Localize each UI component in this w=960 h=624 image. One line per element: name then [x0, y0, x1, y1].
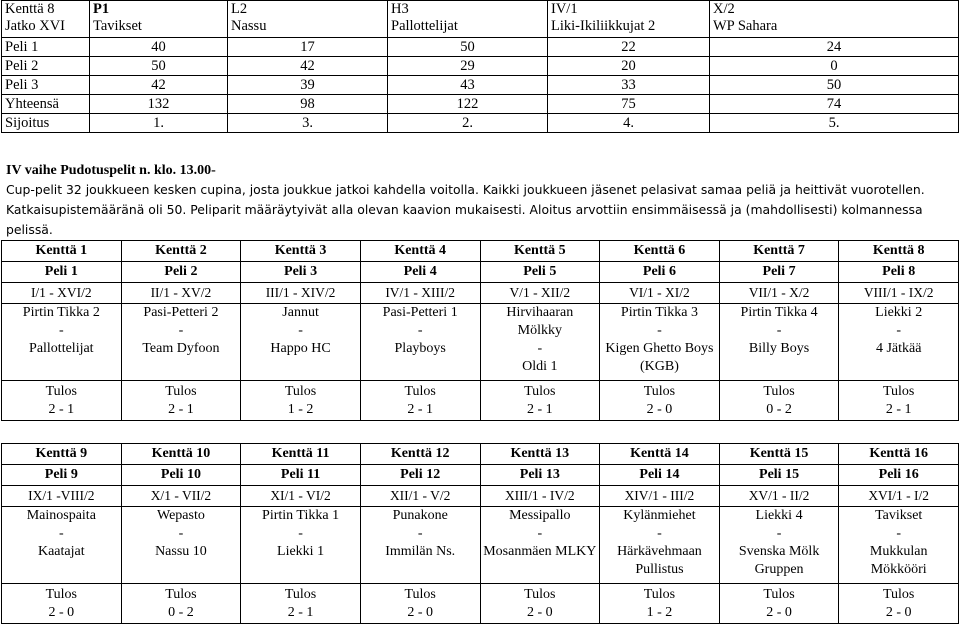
result-label: Tulos	[882, 587, 915, 602]
game-cell: Peli 10	[121, 465, 241, 486]
result-cell	[2, 381, 122, 421]
pairing-cell: XII/1 - V/2	[360, 486, 480, 507]
score-cell: 98	[228, 95, 388, 114]
score-cell: 75	[548, 95, 710, 114]
stage-title: IV vaihe Pudotuspelit n. klo. 13.00-	[6, 163, 216, 178]
result-label: Tulos	[524, 384, 556, 399]
result-score: 2 - 1	[407, 402, 434, 417]
team-away: Oldi 1	[522, 359, 558, 374]
result-score: 2 - 0	[885, 605, 912, 620]
result-score: 2 - 1	[885, 402, 912, 417]
pairing-cell: IV/1 - XIII/2	[360, 283, 480, 304]
score-cell: 5.	[710, 114, 959, 133]
result-label: Tulos	[284, 587, 317, 602]
field-cell: Kenttä 7	[719, 241, 839, 262]
field-cell: Kenttä 9	[2, 444, 122, 465]
result-score: 2 - 1	[48, 402, 75, 417]
result-cell	[719, 584, 839, 624]
team-home: Kylänmiehet	[623, 508, 696, 523]
field-cell: Kenttä 12	[360, 444, 480, 465]
result-score: 1 - 2	[646, 605, 673, 620]
game-row	[2, 262, 959, 283]
score-cell: 22	[548, 38, 710, 57]
results-header-row	[2, 1, 959, 38]
bracket-round-1	[1, 240, 959, 421]
header-cell-field: Kenttä 8 Jatko XVI	[2, 1, 90, 38]
result-cell	[600, 584, 720, 624]
team-separator: -	[178, 323, 184, 338]
teams-cell	[839, 507, 959, 584]
team-away: Playboys	[394, 341, 446, 356]
team-separator: -	[298, 526, 303, 541]
pairing-cell: VI/1 - XI/2	[600, 283, 720, 304]
score-cell: 17	[228, 38, 388, 57]
score-cell: 40	[90, 38, 228, 57]
pairing-cell: X/1 - VII/2	[121, 486, 241, 507]
teams-row	[2, 507, 959, 584]
team-home: Hirvihaaran Mölkky	[506, 305, 574, 338]
pairing-cell: II/1 - XV/2	[121, 283, 241, 304]
team-home: Jannut	[282, 305, 319, 320]
score-cell: 33	[548, 76, 710, 95]
teams-cell	[600, 304, 720, 381]
result-cell	[121, 584, 241, 624]
score-cell: 4.	[548, 114, 710, 133]
result-score: 2 - 0	[646, 402, 673, 417]
teams-cell	[241, 507, 361, 584]
result-score: 1 - 2	[287, 402, 314, 417]
score-cell: 3.	[228, 114, 388, 133]
team-home: Punakone	[392, 508, 448, 523]
team-away: Nassu 10	[155, 544, 207, 559]
team-home: Wepasto	[157, 508, 205, 523]
game-cell: Peli 2	[121, 262, 241, 283]
row-label: Peli 3	[2, 76, 90, 95]
game-cell: Peli 3	[241, 262, 361, 283]
pairing-cell: VIII/1 - IX/2	[839, 283, 959, 304]
field-row	[2, 241, 959, 262]
result-label: Tulos	[643, 384, 676, 399]
score-cell: 1.	[90, 114, 228, 133]
team-away: Billy Boys	[748, 341, 810, 356]
result-score: 2 - 1	[287, 605, 314, 620]
game-cell: Peli 4	[360, 262, 480, 283]
score-cell: 42	[90, 76, 228, 95]
teams-cell	[600, 507, 720, 584]
game-cell: Peli 6	[600, 262, 720, 283]
team-away: Kigen Ghetto Boys (KGB)	[605, 341, 714, 374]
score-cell: 50	[710, 76, 959, 95]
team-separator: -	[776, 323, 782, 338]
field-cell: Kenttä 16	[839, 444, 959, 465]
game-cell: Peli 5	[480, 262, 600, 283]
result-score: 0 - 2	[168, 605, 194, 620]
teams-cell	[121, 304, 241, 381]
result-label: Tulos	[404, 587, 436, 602]
teams-cell	[480, 304, 600, 381]
game-row	[2, 465, 959, 486]
team-away: Happo HC	[270, 341, 331, 356]
field-cell: Kenttä 8	[839, 241, 959, 262]
header-cell-team-x2: X/2 WP Sahara	[710, 1, 959, 38]
team-separator: -	[896, 526, 902, 541]
team-home: Liekki 2	[875, 305, 923, 320]
pairing-row	[2, 486, 959, 507]
row-label: Peli 1	[2, 38, 90, 57]
game-cell: Peli 15	[719, 465, 839, 486]
results-table	[1, 0, 959, 133]
pairing-cell: XIII/1 - IV/2	[480, 486, 600, 507]
teams-cell	[241, 304, 361, 381]
team-home: Pirtin Tikka 1	[262, 508, 340, 523]
field-cell: Kenttä 10	[121, 444, 241, 465]
team-separator: -	[417, 323, 423, 338]
team-separator: -	[537, 526, 543, 541]
result-cell	[839, 381, 959, 421]
score-cell: 122	[388, 95, 548, 114]
result-label: Tulos	[45, 384, 78, 399]
result-cell	[360, 381, 480, 421]
field-cell: Kenttä 13	[480, 444, 600, 465]
result-cell	[480, 584, 600, 624]
teams-cell	[360, 507, 480, 584]
game-cell: Peli 16	[839, 465, 959, 486]
pairing-cell: XV/1 - II/2	[719, 486, 839, 507]
teams-row	[2, 304, 959, 381]
result-cell	[719, 381, 839, 421]
team-home: Tavikset	[875, 508, 923, 523]
result-cell	[360, 584, 480, 624]
pairing-cell: V/1 - XII/2	[480, 283, 600, 304]
team-separator: -	[417, 526, 423, 541]
team-away: Mukkulan Mökkööri	[869, 544, 928, 577]
team-away: Härkävehmaan Pullistus	[617, 544, 702, 577]
field-cell: Kenttä 14	[600, 444, 720, 465]
game-cell: Peli 14	[600, 465, 720, 486]
game-cell: Peli 7	[719, 262, 839, 283]
team-separator: -	[776, 526, 782, 541]
result-cell	[600, 381, 720, 421]
team-away: Liekki 1	[277, 544, 325, 559]
team-home: Pirtin Tikka 4	[740, 305, 818, 320]
header-cell-team-iv1: IV/1 Liki-Ikiliikkujat 2	[548, 1, 710, 38]
team-home: Pirtin Tikka 3	[620, 305, 698, 320]
pairing-cell: III/1 - XIV/2	[241, 283, 361, 304]
field-cell: Kenttä 2	[121, 241, 241, 262]
result-cell	[839, 584, 959, 624]
game-cell: Peli 9	[2, 465, 122, 486]
team-home: Pasi-Petteri 2	[143, 305, 219, 320]
game-cell: Peli 11	[241, 465, 361, 486]
team-separator: -	[657, 323, 662, 338]
results-row	[2, 95, 959, 114]
team-home: Pasi-Petteri 1	[382, 305, 458, 320]
pairing-cell: XVI/1 - I/2	[839, 486, 959, 507]
game-cell: Peli 13	[480, 465, 600, 486]
team-away: 4 Jätkää	[875, 341, 922, 356]
score-cell: 42	[228, 57, 388, 76]
result-label: Tulos	[524, 587, 556, 602]
team-home: Mainospaita	[26, 508, 96, 523]
score-cell: 74	[710, 95, 959, 114]
game-cell: Peli 8	[839, 262, 959, 283]
stage-description: Cup-pelit 32 joukkueen kesken cupina, josta joukkue jatkoi kahdella voitolla. Kaikki joukkueen jäsenet pelasivat samaa peliä ja heittivät vuorotellen. Katkaisupistemääränä oli 50. Peliparit määräytyivät alla olevan kaavion mukaisesti. Aloitus arvottiin ensimmäisessä ja (mahdollisesti) kolmannessa pelissä.	[6, 182, 925, 237]
score-cell: 43	[388, 76, 548, 95]
header-cell-team-h3: H3 Pallottelijat	[388, 1, 548, 38]
team-separator: -	[178, 526, 184, 541]
team-away: Pallottelijat	[29, 341, 94, 356]
result-score: 2 - 1	[526, 402, 553, 417]
result-score: 0 - 2	[766, 402, 792, 417]
teams-cell	[719, 304, 839, 381]
team-home: Liekki 4	[755, 508, 803, 523]
row-label: Peli 2	[2, 57, 90, 76]
game-cell: Peli 1	[2, 262, 122, 283]
result-label: Tulos	[643, 587, 676, 602]
header-cell-team-l2: L2 Nassu	[228, 1, 388, 38]
row-label: Sijoitus	[2, 114, 90, 133]
field-cell: Kenttä 4	[360, 241, 480, 262]
score-cell: 2.	[388, 114, 548, 133]
field-row	[2, 444, 959, 465]
result-label: Tulos	[165, 384, 197, 399]
field-cell: Kenttä 3	[241, 241, 361, 262]
result-cell	[2, 584, 122, 624]
score-cell: 50	[388, 38, 548, 57]
teams-cell	[2, 507, 122, 584]
team-home: Pirtin Tikka 2	[22, 305, 100, 320]
score-cell: 29	[388, 57, 548, 76]
result-cell	[241, 584, 361, 624]
teams-cell	[360, 304, 480, 381]
row-label: Yhteensä	[2, 95, 90, 114]
result-cell	[121, 381, 241, 421]
field-cell: Kenttä 5	[480, 241, 600, 262]
teams-cell	[121, 507, 241, 584]
result-score: 2 - 1	[168, 402, 194, 417]
result-score: 2 - 0	[48, 605, 75, 620]
score-cell: 50	[90, 57, 228, 76]
team-away: Kaatajat	[37, 544, 85, 559]
results-row	[2, 38, 959, 57]
result-cell	[241, 381, 361, 421]
results-row	[2, 57, 959, 76]
score-cell: 0	[710, 57, 959, 76]
results-row	[2, 114, 959, 133]
team-separator: -	[896, 323, 902, 338]
team-away: Mosanmäen MLKY	[483, 544, 597, 559]
pairing-cell: XIV/1 - III/2	[600, 486, 720, 507]
result-label: Tulos	[404, 384, 436, 399]
result-score: 2 - 0	[407, 605, 434, 620]
team-separator: -	[657, 526, 662, 541]
result-label: Tulos	[763, 384, 795, 399]
field-cell: Kenttä 15	[719, 444, 839, 465]
teams-cell	[2, 304, 122, 381]
result-label: Tulos	[284, 384, 317, 399]
score-cell: 132	[90, 95, 228, 114]
field-cell: Kenttä 6	[600, 241, 720, 262]
result-label: Tulos	[763, 587, 795, 602]
teams-cell	[719, 507, 839, 584]
result-cell	[480, 381, 600, 421]
pairing-cell: IX/1 -VIII/2	[2, 486, 122, 507]
team-away: Svenska Mölk Gruppen	[738, 544, 820, 577]
team-separator: -	[58, 323, 64, 338]
result-row	[2, 584, 959, 624]
team-away: Team Dyfoon	[142, 341, 220, 356]
field-cell: Kenttä 1	[2, 241, 122, 262]
team-away: Immilän Ns.	[385, 544, 456, 559]
result-label: Tulos	[882, 384, 915, 399]
pairing-cell: XI/1 - VI/2	[241, 486, 361, 507]
intro-section	[6, 162, 956, 240]
header-cell-team-p1: P1 Tavikset	[90, 1, 228, 38]
bracket-round-2	[1, 443, 959, 624]
score-cell: 24	[710, 38, 959, 57]
team-home: Messipallo	[509, 508, 571, 523]
teams-cell	[480, 507, 600, 584]
result-score: 2 - 0	[766, 605, 792, 620]
result-label: Tulos	[45, 587, 78, 602]
field-cell: Kenttä 11	[241, 444, 361, 465]
result-label: Tulos	[165, 587, 197, 602]
team-separator: -	[58, 526, 64, 541]
score-cell: 20	[548, 57, 710, 76]
pairing-row	[2, 283, 959, 304]
result-row	[2, 381, 959, 421]
results-row	[2, 76, 959, 95]
result-score: 2 - 0	[526, 605, 553, 620]
score-cell: 39	[228, 76, 388, 95]
teams-cell	[839, 304, 959, 381]
pairing-cell: I/1 - XVI/2	[2, 283, 122, 304]
game-cell: Peli 12	[360, 465, 480, 486]
pairing-cell: VII/1 - X/2	[719, 283, 839, 304]
team-separator: -	[298, 323, 303, 338]
team-separator: -	[537, 341, 543, 356]
